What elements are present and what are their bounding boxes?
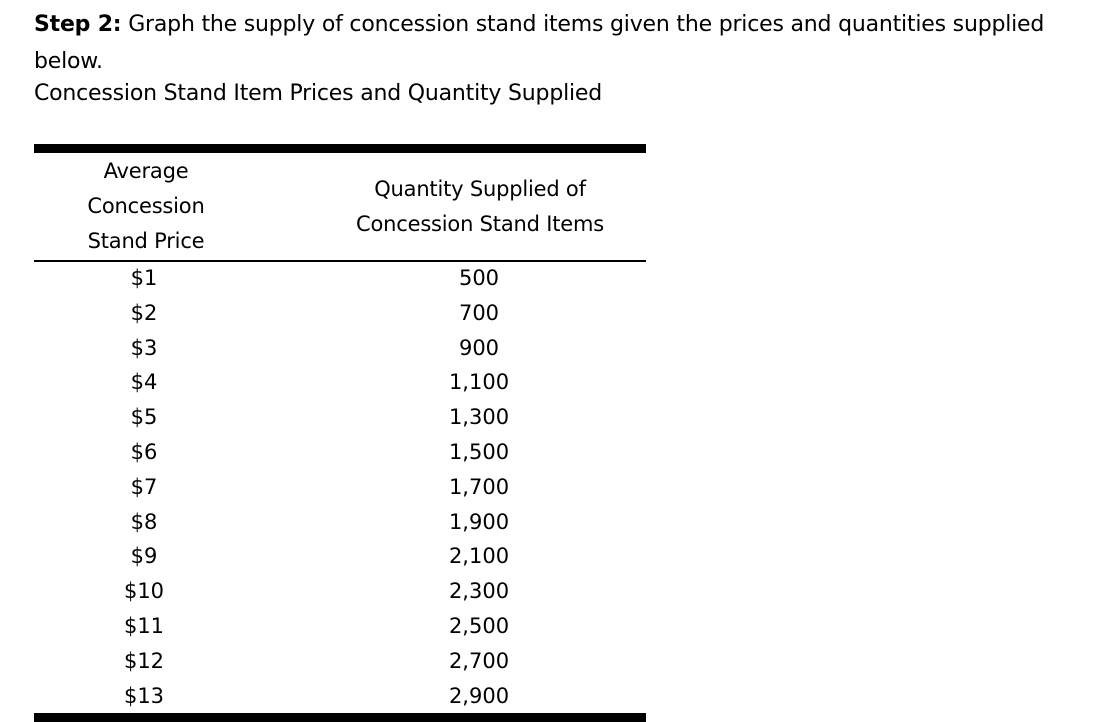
quantity-cell: 2,700 — [448, 648, 510, 673]
quantity-cell: 500 — [458, 266, 500, 290]
table-row — [34, 539, 646, 574]
price-cell: $8 — [130, 509, 158, 534]
table-row — [34, 365, 646, 400]
quantity-cell: 900 — [458, 335, 500, 360]
instruction-text — [34, 6, 1104, 80]
price-cell: $4 — [130, 370, 158, 395]
quantity-cell: 2,100 — [448, 544, 510, 569]
table-body — [34, 261, 646, 713]
price-cell: $2 — [130, 300, 158, 325]
quantity-cell: 2,300 — [448, 579, 510, 604]
table-row — [34, 331, 646, 366]
price-cell: $10 — [123, 579, 165, 604]
quantity-cell: 1,300 — [448, 405, 510, 430]
price-cell: $7 — [130, 474, 158, 499]
quantity-cell: 700 — [458, 300, 500, 325]
header-price-line: Stand Price — [87, 229, 205, 253]
table-row — [34, 505, 646, 540]
price-cell: $3 — [130, 335, 158, 360]
table-row — [34, 470, 646, 505]
price-cell: $13 — [123, 683, 165, 708]
table-row — [34, 609, 646, 644]
header-quantity-line: Concession Stand Items — [356, 212, 604, 236]
table-row — [34, 435, 646, 470]
table-top-rule — [34, 144, 646, 153]
instruction-body: Graph the supply of concession stand items given the prices and quantities supplied below. — [34, 12, 1045, 74]
quantity-cell: 1,700 — [448, 474, 510, 499]
table-row — [34, 261, 646, 296]
price-cell: $5 — [130, 405, 158, 430]
quantity-cell: 1,500 — [448, 439, 510, 464]
price-cell: $1 — [130, 266, 158, 290]
header-quantity-line: Quantity Supplied of — [374, 177, 586, 201]
table-title: Concession Stand Item Prices and Quantity Supplied — [34, 81, 603, 106]
table-row — [34, 574, 646, 609]
quantity-cell: 1,100 — [448, 370, 510, 395]
table-bottom-rule — [34, 713, 646, 722]
header-quantity — [300, 172, 660, 242]
table-row — [34, 644, 646, 679]
quantity-cell: 1,900 — [448, 509, 510, 534]
price-cell: $6 — [130, 439, 158, 464]
table-row — [34, 400, 646, 435]
step-label: Step 2: — [34, 12, 122, 37]
price-cell: $12 — [123, 648, 165, 673]
price-cell: $11 — [123, 613, 165, 638]
table-row — [34, 679, 646, 714]
quantity-cell: 2,500 — [448, 613, 510, 638]
price-cell: $9 — [130, 544, 158, 569]
header-price-line: Concession — [87, 194, 205, 218]
table-row — [34, 296, 646, 331]
header-price-line: Average — [103, 159, 189, 183]
quantity-cell: 2,900 — [448, 683, 510, 708]
header-price — [34, 154, 258, 259]
